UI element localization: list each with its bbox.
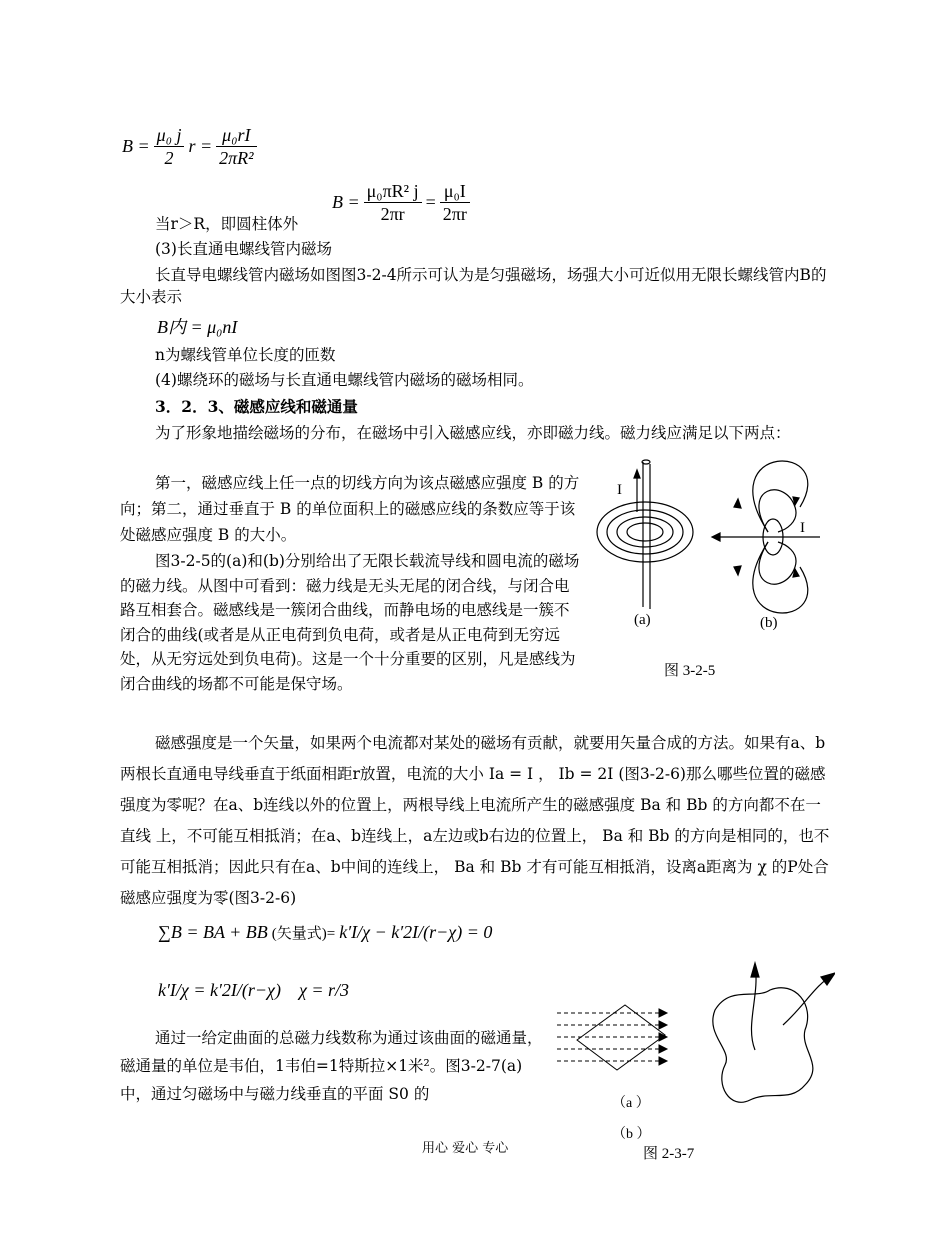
paragraph-vector-superposition: 磁感强度是一个矢量，如果两个电流都对某处的磁场有贡献，就要用矢量合成的方法。如果有a、b两根长直通电导线垂直于纸面相距r放置，电流的大小 Ia = I ， Ib = 2I (图3-2-6)那么哪些位置的磁感强度为零呢？在a、b连线以外的位置上，两根导线上电流所产生的磁感强度 Ba 和 Bb 的方向都不在一直线 上，不可能互相抵消；在a、b连线上，a左边或b右边的位置上， Ba 和 Bb 的方向是相同的，也不可能互相抵消；因此只有在a、b中间的连线上， Ba 和 Bb 才有可能互相抵消，设离a距离为 χ 的P处合磁感应强度为零(图3-2-6) <box>120 734 830 907</box>
text-line2: (3)长直通电螺线管内磁场 <box>155 240 332 258</box>
text-line3: n为螺线管单位长度的匝数 <box>155 346 336 364</box>
eq1-frac1-num: μ₀ j <box>154 124 185 147</box>
equation-inside-cylinder <box>122 124 257 169</box>
fig-b-current-label: I <box>800 520 805 536</box>
paragraph-definition: 第一，磁感应线上任一点的切线方向为该点磁感应强度 B 的方向；第二，通过垂直于 B 的单位面积上的磁感应线的条数应等于该处磁感应强度 B 的大小。 <box>120 474 580 544</box>
eq1-frac1-den: 2 <box>164 148 174 168</box>
paragraph-figure-explanation: 图3-2-5的(a)和(b)分别给出了无限长载流导线和圆电流的磁场的磁力线。从图中可看到：磁力线是无头无尾的闭合线，与闭合电路互相套合。磁感线是一簇闭合曲线，而静电场的电感线是一簇不闭合的曲线(或者是从正电荷到负电荷，或者是从正电荷到无穷远处，从无穷远处到负电荷)。这是一个十分重要的区别，凡是感线为闭合曲线的场都不可能是保守场。 <box>120 552 580 693</box>
eq2-frac1-num: μ₀πR² j <box>364 180 422 203</box>
fig-a-current-label: I <box>617 482 622 498</box>
fig-237a-plane-flux <box>557 1005 667 1070</box>
figure-3-2-5 <box>590 452 820 692</box>
figure-2-3-7 <box>555 955 835 1165</box>
eq4-note: (矢量式)= <box>271 926 336 942</box>
eq4-rhs: k′I/χ − k′2I/(r−χ) = 0 <box>339 922 493 942</box>
eq2-lhs: B = <box>332 192 360 212</box>
fig-237b-curved-surface <box>713 963 835 1102</box>
eq1-frac2-den: 2πR² <box>219 148 254 168</box>
eq2-frac2-num: μ₀I <box>440 180 470 203</box>
equation-outside-cylinder <box>332 180 470 225</box>
eq5-result: χ = r/3 <box>298 980 350 1000</box>
text-line1: 当r＞R，即圆柱体外 <box>155 215 299 233</box>
eq1-frac2-num: μ₀rI <box>216 124 256 147</box>
eq1-frac2 <box>216 124 256 169</box>
eq2-frac2 <box>440 180 470 225</box>
fig-237a-label: （a ） <box>612 1096 650 1111</box>
page-footer: 用心 爱心 专心 <box>422 1141 509 1156</box>
fig-325-caption: 图 3-2-5 <box>664 663 716 679</box>
equation-sum <box>158 922 492 943</box>
section-heading: 3．2．3、磁感应线和磁通量 <box>155 397 358 416</box>
fig-a-label: (a) <box>634 612 651 628</box>
text-line4: (4)螺绕环的磁场与长直通电螺线管内磁场的磁场相同。 <box>155 371 534 389</box>
eq1-frac1 <box>154 124 185 169</box>
fig-237-caption: 图 2-3-7 <box>643 1146 695 1162</box>
fig-b-circular-current <box>712 461 820 613</box>
eq5-balance: k′I/χ = k′2I/(r−χ) <box>158 980 281 1000</box>
fig-b-label: (b) <box>760 615 778 631</box>
equation-solenoid: B内 = μ₀nI <box>157 317 238 337</box>
paragraph-solenoid: 长直导电螺线管内磁场如图图3-2-4所示可认为是匀强磁场，场强大小可近似用无限长螺线管内B的大小表示 <box>120 266 827 306</box>
eq1-r: r = <box>188 136 213 156</box>
eq1-lhs: B = <box>122 136 150 156</box>
eq4-sum: ∑B = BA + BB <box>158 922 268 942</box>
eq2-frac1-den: 2πr <box>380 204 405 224</box>
fig-a-straight-wire <box>597 460 693 609</box>
equation-solve <box>158 980 349 1001</box>
eq2-frac2-den: 2πr <box>442 204 467 224</box>
paragraph-field-lines: 为了形象地描绘磁场的分布，在磁场中引入磁感应线，亦即磁力线。磁力线应满足以下两点： <box>155 424 791 442</box>
eq2-eq: = <box>425 192 436 212</box>
paragraph-flux: 通过一给定曲面的总磁力线数称为通过该曲面的磁通量，磁通量的单位是韦伯，1韦伯=1特斯拉×1米²。图3-2-7(a)中，通过匀磁场中与磁力线垂直的平面 S0 的 <box>120 1029 543 1103</box>
fig-237b-label: （b ） <box>612 1127 651 1142</box>
eq2-frac1 <box>364 180 422 225</box>
